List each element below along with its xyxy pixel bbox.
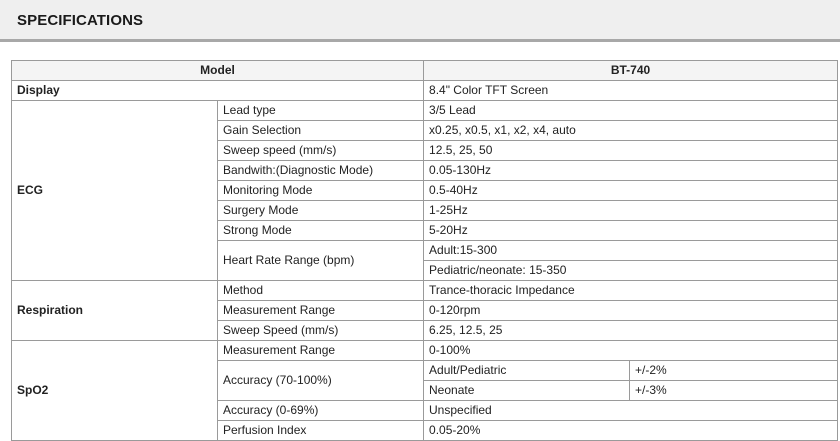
specifications-table bbox=[11, 60, 838, 441]
spec-value: 12.5, 25, 50 bbox=[424, 141, 838, 161]
spec-param: Lead type bbox=[218, 101, 424, 121]
spec-value: +/-2% bbox=[630, 361, 838, 381]
spec-value: 5-20Hz bbox=[424, 221, 838, 241]
section-header bbox=[0, 0, 840, 42]
spo2-label: SpO2 bbox=[12, 341, 218, 441]
spec-value: 0.05-130Hz bbox=[424, 161, 838, 181]
spec-param: Sweep Speed (mm/s) bbox=[218, 321, 424, 341]
model-header: Model bbox=[12, 61, 424, 81]
spec-param: Heart Rate Range (bpm) bbox=[218, 241, 424, 281]
spec-param: Accuracy (70-100%) bbox=[218, 361, 424, 401]
spec-value: Adult:15-300 bbox=[424, 241, 838, 261]
spec-param: Strong Mode bbox=[218, 221, 424, 241]
spec-value: 0-120rpm bbox=[424, 301, 838, 321]
spec-value: 1-25Hz bbox=[424, 201, 838, 221]
ecg-label: ECG bbox=[12, 101, 218, 281]
spec-param: Perfusion Index bbox=[218, 421, 424, 441]
spec-value: +/-3% bbox=[630, 381, 838, 401]
table-header-row bbox=[12, 61, 838, 81]
spec-param: Sweep speed (mm/s) bbox=[218, 141, 424, 161]
respiration-label: Respiration bbox=[12, 281, 218, 341]
spec-param: Surgery Mode bbox=[218, 201, 424, 221]
spec-param: Measurement Range bbox=[218, 341, 424, 361]
spec-param: Accuracy (0-69%) bbox=[218, 401, 424, 421]
spec-param: Measurement Range bbox=[218, 301, 424, 321]
table-row bbox=[12, 281, 838, 301]
table-row bbox=[12, 81, 838, 101]
spec-param: Gain Selection bbox=[218, 121, 424, 141]
spec-param: Method bbox=[218, 281, 424, 301]
spec-value: 0.05-20% bbox=[424, 421, 838, 441]
model-value-header: BT-740 bbox=[424, 61, 838, 81]
spec-value: 6.25, 12.5, 25 bbox=[424, 321, 838, 341]
spec-param: Bandwith:(Diagnostic Mode) bbox=[218, 161, 424, 181]
spec-value: 3/5 Lead bbox=[424, 101, 838, 121]
table-row bbox=[12, 341, 838, 361]
table-row bbox=[12, 101, 838, 121]
spec-value: Unspecified bbox=[424, 401, 838, 421]
spec-value: 0.5-40Hz bbox=[424, 181, 838, 201]
display-label: Display bbox=[12, 81, 424, 101]
spec-value: 0-100% bbox=[424, 341, 838, 361]
spec-value: Trance-thoracic Impedance bbox=[424, 281, 838, 301]
spec-value: x0.25, x0.5, x1, x2, x4, auto bbox=[424, 121, 838, 141]
spec-subgroup: Neonate bbox=[424, 381, 630, 401]
section-title: SPECIFICATIONS bbox=[17, 12, 144, 29]
spec-value: Pediatric/neonate: 15-350 bbox=[424, 261, 838, 281]
spec-param: Monitoring Mode bbox=[218, 181, 424, 201]
display-value: 8.4" Color TFT Screen bbox=[424, 81, 838, 101]
spec-subgroup: Adult/Pediatric bbox=[424, 361, 630, 381]
